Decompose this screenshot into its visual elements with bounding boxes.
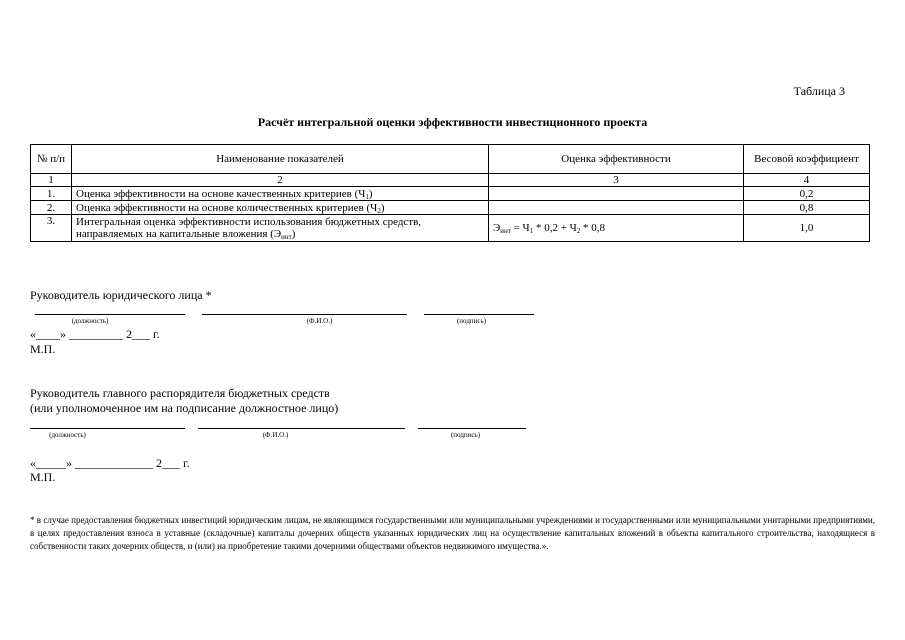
table-number-label: Таблица 3 — [793, 84, 845, 98]
signature-line — [418, 428, 526, 429]
name-line — [198, 428, 405, 429]
efficiency-table — [30, 144, 870, 242]
column-number: 3 — [489, 174, 744, 187]
position-caption: (должность) — [71, 317, 109, 325]
row-weight: 0,8 — [744, 201, 870, 215]
row-name: Оценка эффективности на основе качественных критериев $(Ч_1)$ — [72, 187, 489, 201]
budget-manager-subheading: (или уполномоченное им на подписание должностное лицо) — [30, 401, 339, 415]
name-line — [202, 314, 407, 315]
signature-line — [424, 314, 534, 315]
row-weight: 1,0 — [744, 215, 870, 242]
row-estimate — [489, 201, 744, 215]
row-estimate — [489, 187, 744, 201]
name-caption: (Ф.И.О.) — [306, 317, 333, 325]
date-line: «____» _________ 2___ г. — [30, 327, 160, 341]
table-row — [31, 187, 870, 201]
table-row — [31, 215, 870, 242]
integral-formula: $Э_{инт} = Ч_1 * 0,2 + Ч_2 * 0,8$ — [489, 215, 744, 242]
position-line — [35, 314, 185, 315]
header-indicator-name: Наименование показателей — [72, 145, 489, 174]
position-line — [30, 428, 185, 429]
stamp-place: М.П. — [30, 470, 56, 484]
stamp-place: М.П. — [30, 342, 56, 356]
table-header-row — [31, 145, 870, 174]
row-number: 2. — [31, 201, 72, 215]
row-number: 3. — [31, 215, 72, 242]
table-row — [31, 201, 870, 215]
name-caption: (Ф.И.О.) — [262, 431, 289, 439]
footnote: * в случае предоставления бюджетных инвестиций юридическим лицам, не являющимся государственными или муниципальными учреждениями и государственными или муниципальными унитарными предприятиями, в целях предоставления взноса в уставные (складочные) капиталы дочерних обществ указанных юридических лиц на осуществление капитальных вложений в объекты капитального строительства, находящиеся в собственности таких дочерних обществ, и (или) на приобретение такими дочерними обществами объектов недвижимого имущества.». — [30, 515, 875, 551]
column-numbers-row — [31, 174, 870, 187]
header-weight: Весовой коэффициент — [744, 145, 870, 174]
document-title: Расчёт интегральной оценки эффективности инвестиционного проекта — [257, 115, 648, 129]
date-line: «_____» _____________ 2___ г. — [30, 456, 190, 470]
row-name: Оценка эффективности на основе количественных критериев $(Ч_2)$ — [72, 201, 489, 215]
budget-manager-heading: Руководитель главного распорядителя бюджетных средств — [30, 386, 330, 400]
position-caption: (должность) — [49, 431, 86, 439]
legal-entity-head-heading: Руководитель юридического лица * — [30, 288, 212, 302]
row-weight: 0,2 — [744, 187, 870, 201]
signature-caption: (подпись) — [450, 431, 481, 439]
header-number: № п/п — [31, 145, 72, 174]
row-name: Интегральная оценка эффективности использования бюджетных средств, направляемых на капитальные вложения $(Э_{инт})$ — [72, 215, 489, 242]
row-number: 1. — [31, 187, 72, 201]
column-number: 2 — [72, 174, 489, 187]
header-efficiency-estimate: Оценка эффективности — [489, 145, 744, 174]
signature-caption: (подпись) — [456, 317, 487, 325]
column-number: 4 — [744, 174, 870, 187]
column-number: 1 — [31, 174, 72, 187]
